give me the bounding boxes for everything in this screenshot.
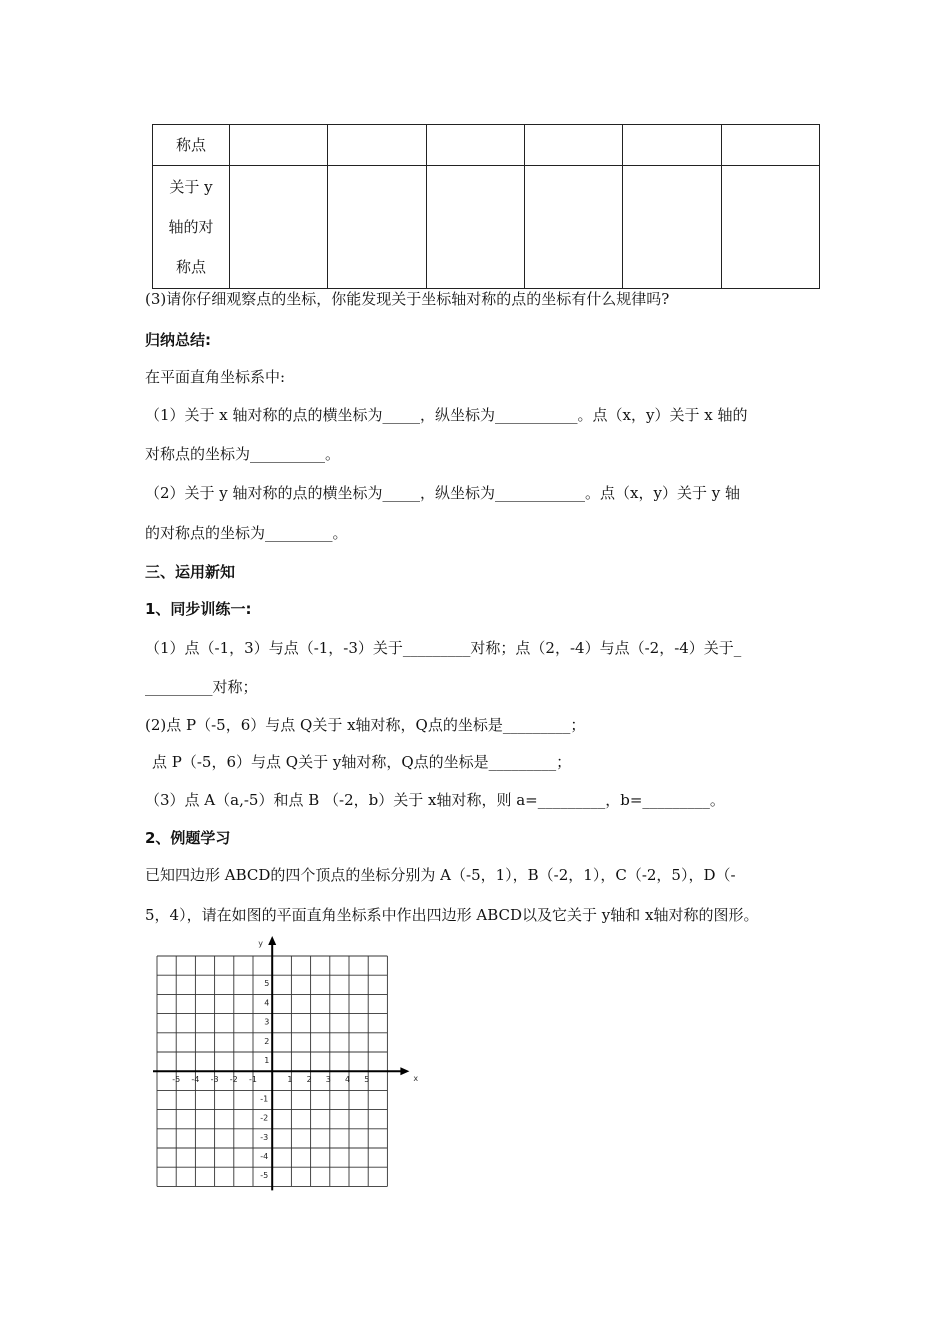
- x-tick-label: -4: [191, 1075, 200, 1085]
- table-cell[interactable]: [623, 125, 721, 166]
- table-row: [153, 125, 820, 166]
- summary-intro: 在平面直角坐标系中:: [145, 368, 286, 386]
- y-tick-label: 4: [264, 998, 270, 1008]
- table-cell[interactable]: [328, 125, 426, 166]
- y-axis-label: y: [258, 939, 263, 948]
- question-3: (3)请你仔细观察点的坐标，你能发现关于坐标轴对称的点的坐标有什么规律吗?: [145, 290, 670, 308]
- subsection-1-heading: 1、同步训练一:: [145, 600, 252, 618]
- exercise-1b: _________对称；: [145, 678, 258, 696]
- summary-item-2b: 的对称点的坐标为_________。: [145, 524, 348, 542]
- summary-item-1b: 对称点的坐标为__________。: [145, 445, 341, 463]
- x-axis-label: x: [413, 1074, 419, 1084]
- x-tick-label: -3: [210, 1075, 219, 1085]
- y-tick-label: -4: [260, 1152, 269, 1161]
- y-tick-label: 1: [264, 1056, 270, 1065]
- y-tick-label: -3: [260, 1132, 269, 1142]
- x-tick-label: 4: [345, 1075, 351, 1085]
- table-cell[interactable]: [426, 125, 524, 166]
- table-cell[interactable]: [721, 125, 819, 166]
- x-tick-label: -5: [172, 1075, 181, 1085]
- y-tick-label: 3: [264, 1017, 270, 1027]
- coordinate-grid-svg: [140, 934, 420, 1194]
- x-tick-label: 1: [287, 1075, 293, 1085]
- x-tick-label: -1: [249, 1075, 257, 1085]
- y-tick-label: -2: [260, 1113, 269, 1123]
- label-line: 关于 y: [169, 178, 213, 196]
- x-axis-arrow: [400, 1067, 409, 1075]
- x-tick-label: -2: [229, 1075, 238, 1085]
- section-3-heading: 三、运用新知: [145, 563, 236, 581]
- subsection-2-heading: 2、例题学习: [145, 829, 231, 847]
- table-row-label: 称点: [153, 125, 230, 166]
- coordinate-grid[interactable]: [140, 934, 420, 1194]
- table-row: [153, 166, 820, 289]
- table-cell[interactable]: [230, 166, 328, 289]
- example-text-1: 已知四边形 ABCD的四个顶点的坐标分别为 A（-5，1），B（-2，1），C（-2，5），D（-: [145, 866, 736, 884]
- table-cell[interactable]: [230, 125, 328, 166]
- summary-heading: 归纳总结:: [145, 331, 211, 349]
- y-axis-arrow: [268, 936, 276, 945]
- exercise-2b: 点 P（-5，6）与点 Q关于 y轴对称，Q点的坐标是_________；: [152, 753, 572, 771]
- label-line: 称点: [175, 258, 206, 276]
- y-tick-label: 2: [264, 1036, 270, 1046]
- x-tick-label: 3: [325, 1075, 331, 1085]
- exercise-1a: （1）点（-1，3）与点（-1，-3）关于_________对称；点（2，-4）与点（-2，-4）关于_: [145, 639, 742, 657]
- exercise-2a: (2)点 P（-5，6）与点 Q关于 x轴对称，Q点的坐标是_________；: [145, 716, 586, 734]
- table-cell[interactable]: [524, 125, 622, 166]
- table-cell[interactable]: [328, 166, 426, 289]
- summary-item-1a: （1）关于 x 轴对称的点的横坐标为_____，纵坐标为___________。点（x，y）关于 x 轴的: [145, 406, 748, 424]
- table-row-label: [153, 166, 230, 289]
- y-tick-label: 5: [264, 979, 270, 989]
- exercise-3: （3）点 A（a,-5）和点 B （-2，b）关于 x轴对称，则 a=_________，b=_________。: [145, 791, 725, 809]
- label-line: 轴的对: [168, 218, 214, 236]
- y-tick-label: -1: [260, 1094, 269, 1104]
- example-text-2: 5，4），请在如图的平面直角坐标系中作出四边形 ABCD以及它关于 y轴和 x轴对称的图形。: [145, 906, 759, 924]
- table-cell[interactable]: [623, 166, 721, 289]
- x-tick-label: 5: [364, 1075, 370, 1085]
- y-tick-label: -5: [260, 1171, 269, 1181]
- table-cell[interactable]: [721, 166, 819, 289]
- summary-item-2a: （2）关于 y 轴对称的点的横坐标为_____，纵坐标为____________。点（x，y）关于 y 轴: [145, 484, 741, 502]
- table-cell[interactable]: [524, 166, 622, 289]
- table-cell[interactable]: [426, 166, 524, 289]
- symmetry-table: [152, 124, 820, 289]
- x-tick-label: 2: [306, 1075, 312, 1085]
